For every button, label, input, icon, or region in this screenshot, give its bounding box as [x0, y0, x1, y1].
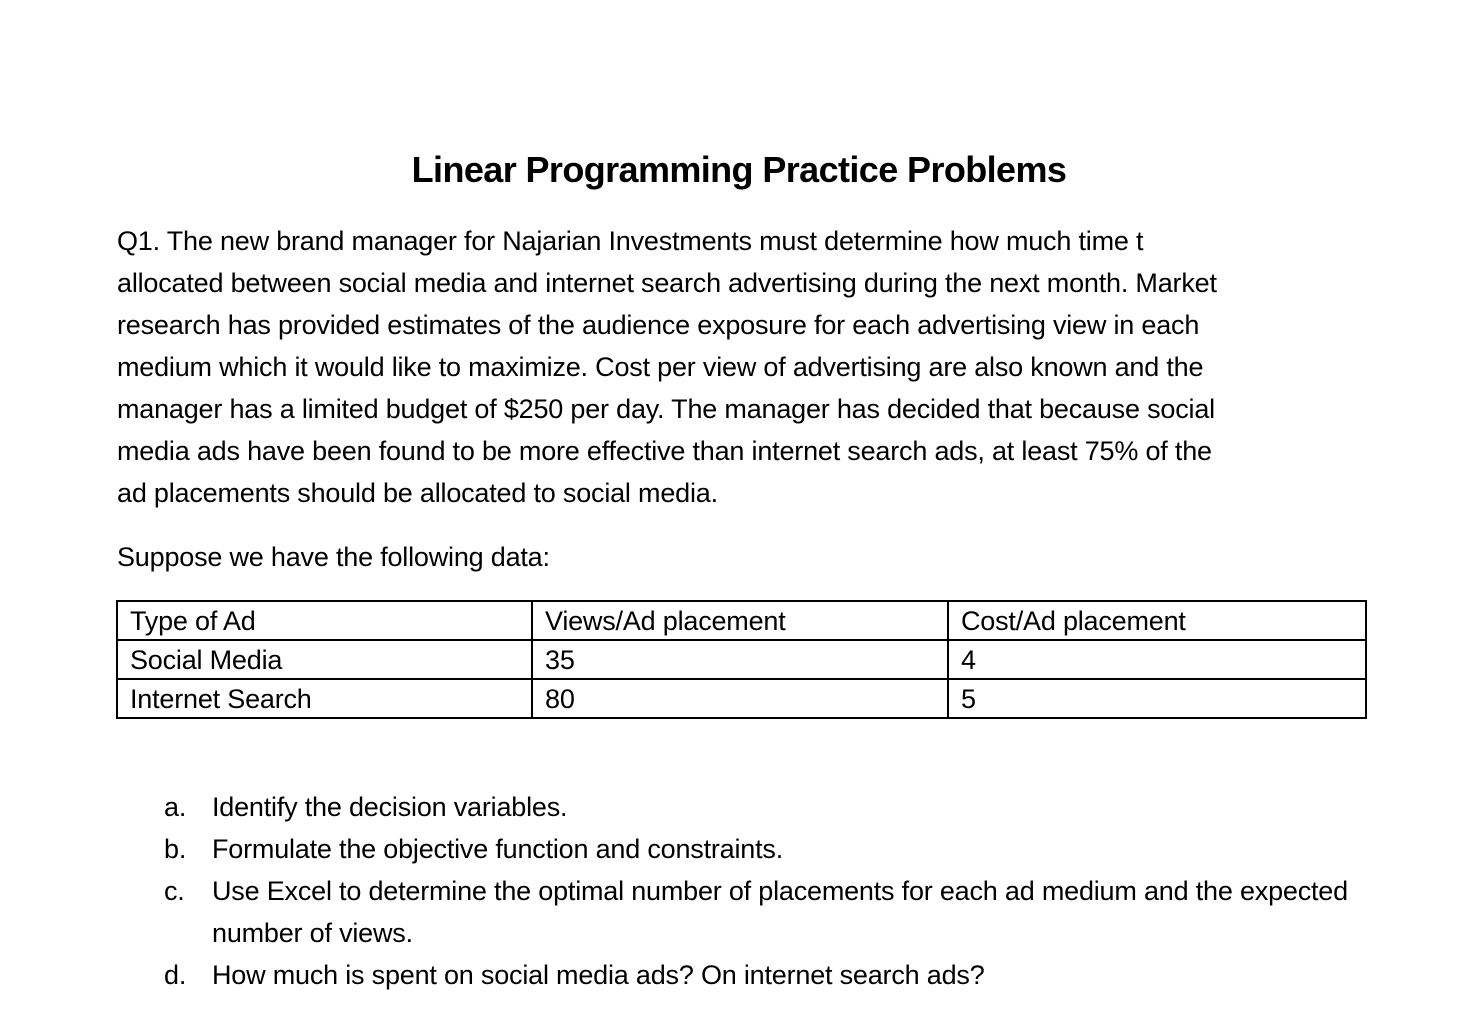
task-item	[160, 828, 1360, 870]
task-text: Identify the decision variables.	[212, 792, 568, 822]
data-intro-text: Suppose we have the following data:	[117, 542, 550, 572]
task-list	[160, 786, 1360, 996]
task-item	[160, 870, 1360, 954]
table-row	[117, 640, 1366, 679]
table-cell: 80	[532, 679, 948, 718]
question-line: media ads have been found to be more effective than internet search ads, at least 75% of the	[117, 436, 1212, 466]
task-marker: c.	[164, 876, 185, 906]
table-cell: Internet Search	[117, 679, 532, 718]
task-marker: a.	[164, 792, 187, 822]
ad-data-table	[116, 600, 1367, 719]
table-cell: 5	[948, 679, 1366, 718]
task-item	[160, 954, 1360, 996]
table-cell: 4	[948, 640, 1366, 679]
task-marker: b.	[164, 834, 187, 864]
task-text: Formulate the objective function and constraints.	[212, 834, 784, 864]
table-row	[117, 679, 1366, 718]
task-item	[160, 786, 1360, 828]
table-cell: 35	[532, 640, 948, 679]
table-header-cell: Views/Ad placement	[532, 601, 948, 640]
question-line: ad placements should be allocated to social media.	[117, 478, 718, 508]
question-line: medium which it would like to maximize. Cost per view of advertising are also known and the	[117, 352, 1204, 382]
table-header-cell: Cost/Ad placement	[948, 601, 1366, 640]
question-line: research has provided estimates of the audience exposure for each advertising view in each	[117, 310, 1200, 340]
table-cell: Social Media	[117, 640, 532, 679]
table-header-row	[117, 601, 1366, 640]
question-paragraph	[117, 220, 1362, 514]
table-header-cell: Type of Ad	[117, 601, 532, 640]
question-line: allocated between social media and internet search advertising during the next month. Market	[117, 268, 1217, 298]
task-marker: d.	[164, 960, 187, 990]
question-line: Q1. The new brand manager for Najarian Investments must determine how much time t	[117, 226, 1144, 256]
document-title: Linear Programming Practice Problems	[411, 149, 1067, 190]
task-text: How much is spent on social media ads? On internet search ads?	[212, 960, 985, 990]
question-line: manager has a limited budget of $250 per day. The manager has decided that because social	[117, 394, 1215, 424]
task-text: Use Excel to determine the optimal number of placements for each ad medium and the expected number of views.	[212, 876, 1348, 948]
